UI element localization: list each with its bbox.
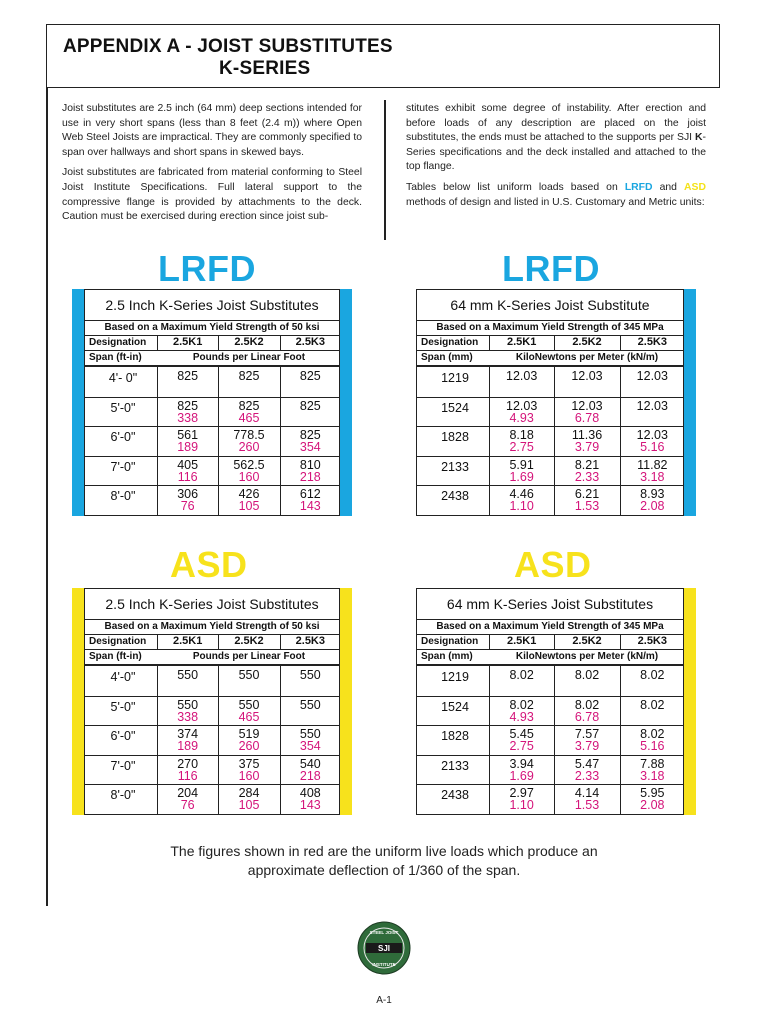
designation-header: 2.5K1	[506, 635, 537, 647]
load-cell: 306	[177, 487, 199, 501]
load-cell: 562.5	[233, 457, 265, 472]
designation-header: 2.5K3	[637, 336, 667, 348]
load-cell: 12.03	[636, 369, 668, 383]
units-label: KiloNewtons per Meter (kN/m)	[515, 352, 659, 363]
load-cell: 8.02	[574, 697, 600, 712]
deflection-cell: 2.75	[509, 739, 534, 753]
deflection-cell: 3.18	[640, 768, 665, 783]
load-cell: 5.95	[640, 786, 665, 800]
table-col-rule	[157, 664, 158, 814]
table-body	[416, 588, 684, 815]
deflection-cell: 189	[177, 739, 199, 753]
table-col-rule	[157, 634, 158, 649]
intro-paragraph	[406, 181, 706, 210]
designation-label: Designation	[421, 337, 479, 348]
load-cell: 5.45	[509, 727, 534, 741]
units-label: Pounds per Linear Foot	[192, 651, 306, 662]
table-rule	[417, 664, 683, 666]
table-col-rule	[157, 365, 158, 515]
table-col-rule	[157, 335, 158, 350]
designation-header: 2.5K2	[234, 635, 264, 647]
deflection-cell: 6.78	[574, 709, 600, 724]
deflection-cell: 105	[238, 499, 260, 513]
table-col-rule	[554, 365, 555, 515]
table-rule	[85, 696, 339, 697]
load-cell: 550	[238, 697, 260, 712]
span-cell: 1828	[441, 430, 469, 444]
table-rule	[417, 649, 683, 650]
table-col-rule	[489, 335, 490, 350]
lrfd-label-right: LRFD	[502, 248, 600, 289]
deflection-cell: 143	[299, 798, 321, 812]
designation-header: 2.5K2	[572, 336, 602, 348]
load-cell: 8.02	[509, 697, 534, 712]
load-cell: 11.82	[637, 457, 668, 472]
intro-left-column	[62, 102, 362, 231]
load-cell: 810	[299, 457, 321, 472]
deflection-cell: 1.69	[509, 768, 534, 783]
designation-header: 2.5K1	[172, 336, 203, 348]
load-cell: 374	[177, 727, 199, 741]
load-cell: 550	[177, 697, 199, 712]
load-cell: 8.02	[640, 668, 665, 682]
span-label: Span (ft-in)	[89, 352, 142, 363]
span-cell: 8'-0"	[110, 788, 136, 802]
load-cell: 7.88	[640, 756, 665, 771]
left-margin-rule	[46, 88, 48, 906]
table-basis: Based on a Maximum Yield Strength of 345 MPa	[436, 322, 664, 333]
table-rule	[85, 426, 339, 427]
deflection-cell: 189	[177, 440, 199, 454]
table-col-rule	[489, 365, 490, 515]
deflection-cell: 354	[299, 739, 321, 753]
intro-paragraph: Joist substitutes are 2.5 inch (64 mm) deep sections intended for use in very short spans (less than 8 feet (2.4 m)) where Open Web Steel Joists are impractical. They are commonly specified to span over hallways and short spans in skewed bays.	[62, 103, 362, 158]
deflection-cell: 4.93	[509, 709, 534, 724]
load-cell: 825	[238, 398, 260, 413]
table-col-rule	[489, 664, 490, 814]
table-col-rule	[554, 335, 555, 350]
table-rule	[417, 755, 683, 756]
deflection-cell: 6.78	[574, 410, 600, 425]
table-rule	[417, 350, 683, 351]
span-cell: 1828	[441, 729, 469, 743]
span-cell: 5'-0"	[110, 699, 136, 714]
load-cell: 12.03	[506, 369, 538, 383]
deflection-cell: 260	[238, 440, 260, 454]
designation-header: 2.5K3	[295, 635, 325, 647]
span-cell: 2133	[441, 758, 469, 773]
footnote-line: approximate deflection of 1/360 of the span.	[247, 862, 521, 878]
table-col-rule	[280, 664, 281, 814]
page-number: A-1	[376, 995, 392, 1006]
load-cell: 12.03	[506, 398, 538, 413]
load-cell: 8.18	[509, 428, 534, 442]
load-cell: 12.03	[571, 398, 603, 413]
table-rule	[417, 456, 683, 457]
intro-k-bold: K	[695, 132, 703, 144]
table-basis: Based on a Maximum Yield Strength of 50 ksi	[104, 621, 320, 632]
load-cell: 4.14	[574, 786, 600, 800]
load-cell: 550	[299, 668, 321, 682]
table-color-bar	[684, 588, 696, 815]
table-col-rule	[620, 634, 621, 649]
table-rule	[85, 649, 339, 650]
deflection-cell: 160	[238, 768, 260, 783]
deflection-cell: 143	[299, 499, 321, 513]
load-cell: 8.02	[509, 668, 534, 682]
load-cell: 204	[177, 786, 199, 800]
table-basis: Based on a Maximum Yield Strength of 345 MPa	[436, 621, 664, 632]
deflection-cell: 1.10	[509, 499, 534, 513]
load-cell: 5.47	[574, 756, 600, 771]
table-col-rule	[489, 634, 490, 649]
table-col-rule	[280, 365, 281, 515]
span-cell: 5'-0"	[110, 400, 136, 415]
load-cell: 11.36	[571, 428, 603, 442]
lrfd-imperial-table	[72, 289, 352, 516]
intro-text: Tables below list uniform loads based on	[406, 181, 625, 193]
table-body	[84, 289, 340, 516]
deflection-cell: 338	[177, 709, 199, 724]
asd-highlight: ASD	[684, 181, 706, 193]
intro-paragraph	[406, 102, 706, 175]
deflection-cell: 5.16	[640, 440, 665, 454]
load-cell: 8.02	[640, 727, 665, 741]
table-rule	[85, 485, 339, 486]
load-cell: 284	[238, 786, 260, 800]
table-col-rule	[620, 335, 621, 350]
load-cell: 825	[238, 369, 260, 383]
load-cell: 405	[177, 457, 199, 472]
intro-text: stitutes exhibit some degree of instability. After erection and before loads of any description are placed on the joist substitutes, the ends must be attached to the supports per SJI	[406, 103, 706, 144]
designation-header: 2.5K3	[637, 635, 667, 647]
span-cell: 2133	[441, 459, 469, 474]
lrfd-label-left: LRFD	[158, 248, 256, 289]
deflection-cell: 2.08	[640, 798, 665, 812]
deflection-cell: 218	[299, 469, 321, 484]
table-rule	[85, 350, 339, 351]
page-subtitle: K-SERIES	[219, 58, 311, 79]
deflection-cell: 2.33	[574, 768, 600, 783]
table-col-rule	[218, 634, 219, 649]
table-rule	[417, 397, 683, 398]
deflection-cell: 4.93	[509, 410, 534, 425]
load-cell: 550	[177, 668, 199, 682]
span-cell: 1219	[441, 371, 469, 385]
load-cell: 6.21	[574, 487, 600, 501]
load-cell: 519	[238, 727, 260, 741]
load-cell: 561	[177, 428, 199, 442]
asd-imperial-table	[72, 588, 352, 815]
table-rule	[417, 426, 683, 427]
load-cell: 12.03	[571, 369, 603, 383]
designation-label: Designation	[421, 636, 479, 647]
load-cell: 8.02	[640, 697, 665, 712]
span-cell: 6'-0"	[110, 430, 136, 444]
table-body	[84, 588, 340, 815]
load-cell: 4.46	[509, 487, 534, 501]
table-rule	[417, 725, 683, 726]
table-col-rule	[554, 634, 555, 649]
designation-header: 2.5K1	[506, 336, 537, 348]
load-cell: 5.91	[509, 457, 534, 472]
table-color-bar	[684, 289, 696, 516]
load-cell: 550	[299, 727, 321, 741]
deflection-cell: 160	[238, 469, 260, 484]
deflection-cell: 3.79	[574, 440, 600, 454]
center-column-rule	[384, 100, 386, 240]
table-col-rule	[280, 335, 281, 350]
load-cell: 825	[177, 369, 199, 383]
span-cell: 7'-0"	[110, 459, 136, 474]
load-cell: 825	[299, 369, 321, 383]
span-cell: 1524	[441, 400, 469, 415]
load-cell: 12.03	[636, 398, 668, 413]
load-cell: 778.5	[233, 428, 265, 442]
table-col-rule	[218, 664, 219, 814]
deflection-cell: 116	[177, 768, 198, 783]
logo-bottom-text: INSTITUTE	[372, 962, 396, 967]
intro-text: and	[652, 181, 685, 193]
deflection-cell: 2.08	[640, 499, 665, 513]
footnote-line: The figures shown in red are the uniform live loads which produce an	[170, 843, 598, 859]
table-rule	[85, 664, 339, 666]
table-rule	[85, 365, 339, 367]
load-cell: 540	[299, 756, 321, 771]
table-rule	[85, 397, 339, 398]
load-cell: 8.93	[640, 487, 665, 501]
table-color-bar	[72, 289, 84, 516]
table-body	[416, 289, 684, 516]
sji-logo	[357, 921, 411, 975]
span-cell: 4'- 0"	[108, 371, 138, 385]
span-label: Span (mm)	[421, 352, 473, 363]
deflection-cell: 338	[177, 410, 199, 425]
deflection-cell: 5.16	[640, 739, 665, 753]
load-cell: 550	[238, 668, 260, 682]
deflection-cell: 260	[238, 739, 260, 753]
table-col-rule	[218, 335, 219, 350]
table-color-bar	[340, 289, 352, 516]
span-cell: 8'-0"	[110, 489, 136, 503]
deflection-cell: 1.53	[574, 499, 600, 513]
span-cell: 4'-0"	[110, 670, 136, 684]
units-label: Pounds per Linear Foot	[192, 352, 306, 363]
table-title: 64 mm K-Series Joist Substitute	[417, 290, 683, 321]
deflection-cell: 2.75	[509, 440, 534, 454]
deflection-cell: 76	[180, 499, 195, 513]
deflection-cell: 465	[238, 410, 260, 425]
span-cell: 2438	[441, 788, 469, 802]
intro-text: methods of design and listed in U.S. Customary and Metric units:	[406, 196, 705, 208]
span-label: Span (ft-in)	[89, 651, 142, 662]
logo-top-text: STEEL JOIST	[369, 930, 399, 935]
deflection-cell: 116	[177, 469, 198, 484]
table-col-rule	[620, 664, 621, 814]
table-basis: Based on a Maximum Yield Strength of 50 ksi	[104, 322, 320, 333]
deflection-cell: 465	[238, 709, 260, 724]
page-title: APPENDIX A - JOIST SUBSTITUTES	[63, 36, 393, 57]
load-cell: 2.97	[509, 786, 534, 800]
deflection-cell: 3.18	[640, 469, 665, 484]
lrfd-metric-table	[416, 289, 696, 516]
load-cell: 825	[299, 428, 321, 442]
span-label: Span (mm)	[421, 651, 473, 662]
load-cell: 426	[238, 487, 260, 501]
designation-header: 2.5K1	[172, 635, 203, 647]
intro-right-column	[406, 102, 706, 216]
load-cell: 8.02	[574, 668, 600, 682]
intro-paragraph: Joist substitutes are fabricated from material conforming to Steel Joist Institute Specifications. Full lateral support to the compressive flange is provided by attachments to the deck. Caution must be exercised during erection since joist sub-	[62, 167, 362, 223]
lrfd-highlight: LRFD	[624, 181, 653, 193]
units-label: KiloNewtons per Meter (kN/m)	[515, 651, 659, 662]
table-rule	[85, 784, 339, 785]
table-col-rule	[554, 664, 555, 814]
table-rule	[85, 755, 339, 756]
load-cell: 408	[299, 786, 321, 800]
table-rule	[417, 485, 683, 486]
table-col-rule	[280, 634, 281, 649]
deflection-cell: 218	[299, 768, 321, 783]
load-cell: 8.21	[574, 457, 600, 472]
logo-center-text: SJI	[377, 944, 391, 953]
deflection-cell: 1.69	[509, 469, 534, 484]
asd-metric-table	[416, 588, 696, 815]
designation-header: 2.5K2	[234, 336, 264, 348]
designation-label: Designation	[89, 337, 147, 348]
asd-label-left: ASD	[170, 544, 248, 585]
table-rule	[85, 456, 339, 457]
table-color-bar	[72, 588, 84, 815]
load-cell: 825	[177, 398, 199, 413]
intro-text: -Series specifications and the deck installed and attached to the top flange.	[406, 132, 706, 173]
asd-label-right: ASD	[514, 544, 592, 585]
load-cell: 3.94	[509, 756, 534, 771]
table-col-rule	[218, 365, 219, 515]
deflection-cell: 2.33	[574, 469, 600, 484]
designation-header: 2.5K3	[295, 336, 325, 348]
header-box	[46, 24, 720, 88]
table-col-rule	[620, 365, 621, 515]
footnote	[100, 842, 668, 880]
table-title: 64 mm K-Series Joist Substitutes	[417, 589, 683, 620]
deflection-cell: 1.53	[574, 798, 600, 812]
load-cell: 375	[238, 756, 260, 771]
table-color-bar	[340, 588, 352, 815]
load-cell: 12.03	[636, 428, 668, 442]
span-cell: 6'-0"	[110, 729, 136, 743]
table-rule	[417, 696, 683, 697]
deflection-cell: 76	[180, 798, 195, 812]
load-cell: 270	[177, 756, 199, 771]
span-cell: 1524	[441, 699, 469, 714]
span-cell: 2438	[441, 489, 469, 503]
load-cell: 612	[299, 487, 321, 501]
table-title: 2.5 Inch K-Series Joist Substitutes	[85, 290, 339, 321]
load-cell: 825	[299, 398, 321, 413]
table-rule	[417, 784, 683, 785]
deflection-cell: 1.10	[509, 798, 534, 812]
deflection-cell: 105	[238, 798, 260, 812]
load-cell: 550	[299, 697, 321, 712]
table-title: 2.5 Inch K-Series Joist Substitutes	[85, 589, 339, 620]
table-rule	[417, 365, 683, 367]
span-cell: 1219	[441, 670, 469, 684]
deflection-cell: 354	[299, 440, 321, 454]
designation-header: 2.5K2	[572, 635, 602, 647]
load-cell: 7.57	[574, 727, 600, 741]
designation-label: Designation	[89, 636, 147, 647]
table-rule	[85, 725, 339, 726]
span-cell: 7'-0"	[110, 758, 136, 773]
deflection-cell: 3.79	[574, 739, 600, 753]
